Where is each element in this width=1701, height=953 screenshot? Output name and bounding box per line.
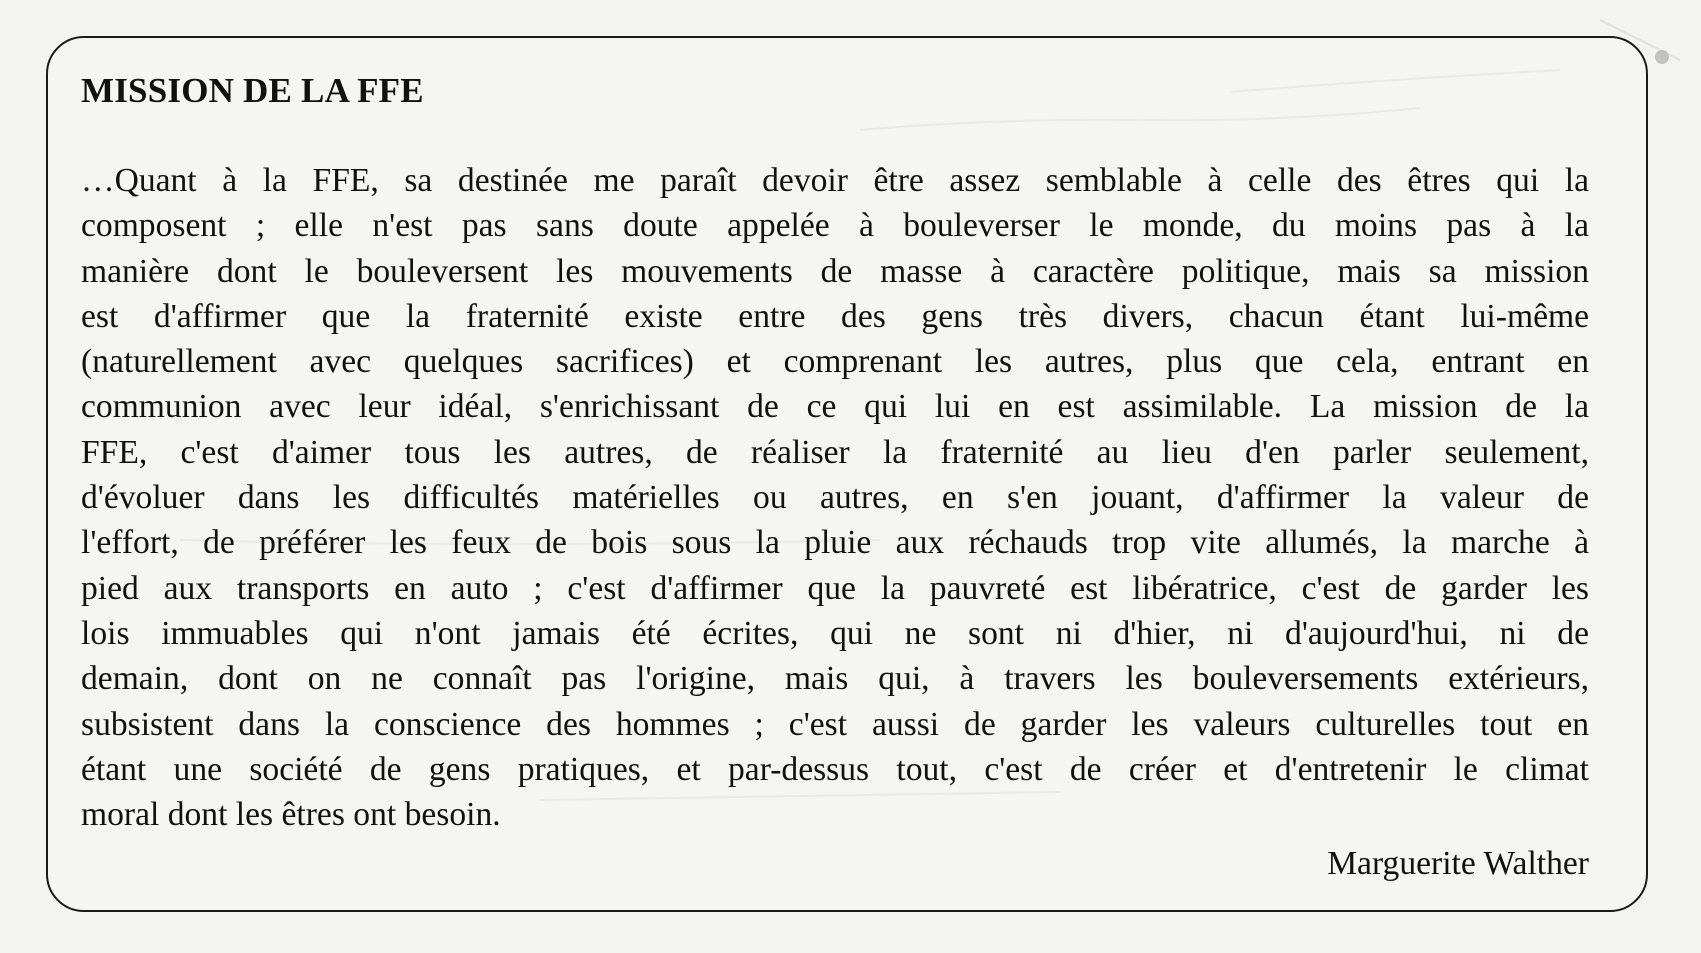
body-line: FFE, c'est d'aimer tous les autres, de réaliser la fraternité au lieu d'en parler seulement, — [81, 433, 1589, 471]
body-line: pied aux transports en auto ; c'est d'affirmer que la pauvreté est libératrice, c'est de garder les — [81, 569, 1589, 607]
author-signature: Marguerite Walther — [1327, 845, 1589, 882]
body-line: est d'affirmer que la fraternité existe entre des gens très divers, chacun étant lui-même — [81, 297, 1589, 335]
document-body — [81, 158, 1589, 837]
body-line: demain, dont on ne connaît pas l'origine, mais qui, à travers les bouleversements extérieurs, — [81, 660, 1589, 698]
body-line: (naturellement avec quelques sacrifices) et comprenant les autres, plus que cela, entrant en — [81, 343, 1589, 381]
body-line: l'effort, de préférer les feux de bois sous la pluie aux réchauds trop vite allumés, la marche à — [81, 524, 1589, 562]
body-line: subsistent dans la conscience des hommes ; c'est aussi de garder les valeurs culturelles tout en — [81, 705, 1589, 743]
body-line: étant une société de gens pratiques, et par-dessus tout, c'est de créer et d'entretenir le climat — [81, 750, 1589, 788]
body-line: …Quant à la FFE, sa destinée me paraît devoir être assez semblable à celle des êtres qui la — [81, 162, 1589, 199]
body-line: communion avec leur idéal, s'enrichissant de ce qui lui en est assimilable. La mission de la — [81, 388, 1589, 426]
document-title: MISSION DE LA FFE — [81, 71, 424, 110]
body-line: d'évoluer dans les difficultés matérielles ou autres, en s'en jouant, d'affirmer la valeur de — [81, 479, 1589, 517]
body-line: manière dont le bouleversent les mouvements de masse à caractère politique, mais sa mission — [81, 252, 1589, 290]
body-line: moral dont les êtres ont besoin. — [81, 796, 501, 834]
body-line: lois immuables qui n'ont jamais été écrites, qui ne sont ni d'hier, ni d'aujourd'hui, ni de — [81, 614, 1589, 652]
body-line: composent ; elle n'est pas sans doute appelée à bouleverser le monde, du moins pas à la — [81, 207, 1589, 245]
